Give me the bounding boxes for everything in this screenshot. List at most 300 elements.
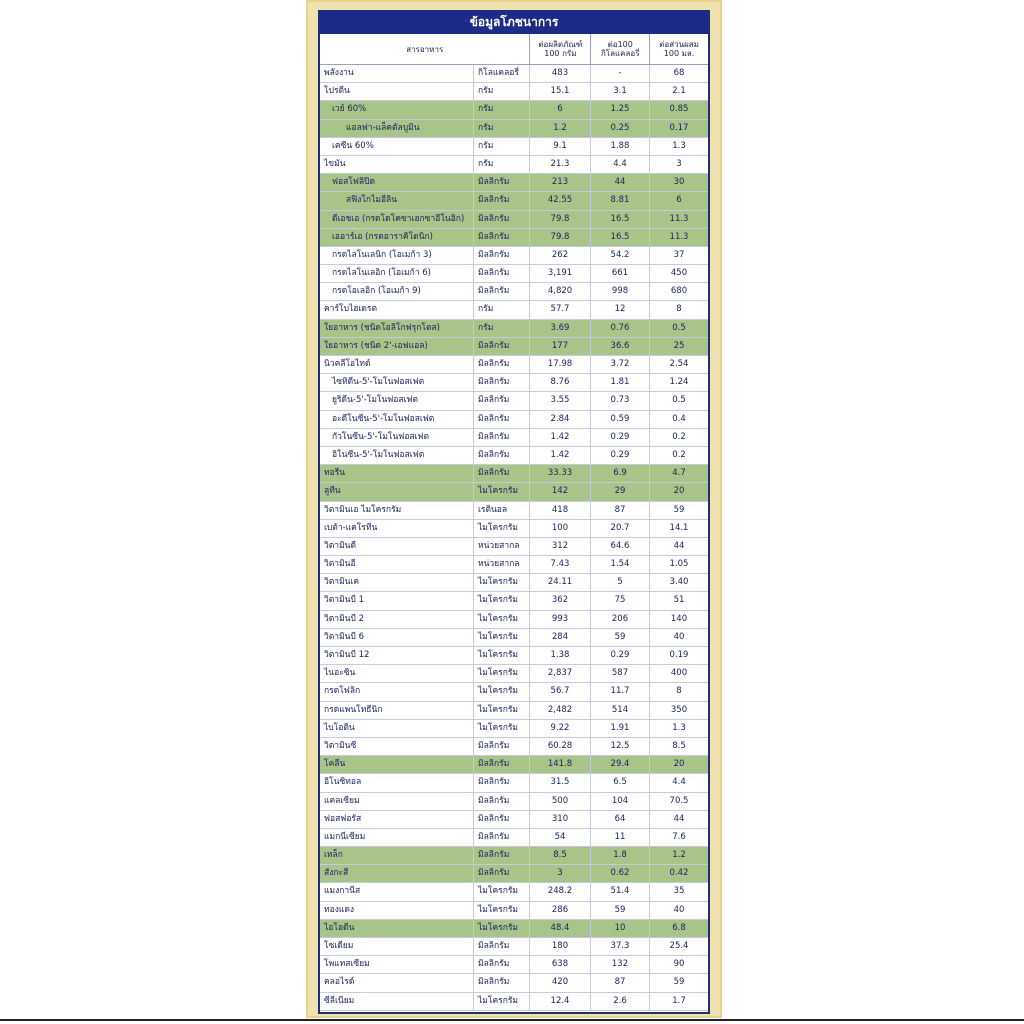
value-per-100g: 8.5	[530, 847, 591, 864]
value-per-100kcal: 1.81	[591, 374, 650, 391]
value-per-100ml: 0.5	[672, 322, 686, 333]
table-row	[320, 429, 708, 447]
value-per-100g: 362	[530, 592, 591, 609]
table-row	[320, 938, 708, 956]
header-per-100kcal: ต่อ100 กิโลแคลอรี่	[591, 34, 650, 64]
nutrient-name: ดีเอชเอ (กรดโดโคซาเฮกซาอีโนอิก)	[320, 211, 474, 228]
value-per-100g: 1.42	[530, 447, 591, 464]
value-per-100ml: 20	[673, 486, 685, 497]
value-per-100kcal: 0.29	[591, 447, 650, 464]
nutrient-unit: มิลลิกรัม	[474, 265, 530, 282]
value-per-100kcal: 132	[591, 956, 650, 973]
nutrient-unit: มิลลิกรัม	[474, 974, 530, 991]
value-per-100g: 483	[530, 65, 591, 82]
value-per-100ml: 11.3	[669, 213, 689, 224]
value-per-100g: 15.1	[530, 83, 591, 100]
value-per-100ml: 7.6	[672, 831, 686, 842]
nutrient-unit: กรัม	[474, 101, 530, 118]
value-per-100ml: 70.5	[669, 795, 689, 806]
value-per-100g: 248.2	[530, 883, 591, 900]
value-per-100g: 262	[530, 247, 591, 264]
nutrient-unit: มิลลิกรัม	[474, 411, 530, 428]
nutrient-name: ไบโอติน	[320, 720, 474, 737]
value-per-100g: 3,191	[530, 265, 591, 282]
value-per-100kcal: -	[591, 65, 650, 82]
nutrient-name: วิตามินดี	[320, 538, 474, 555]
nutrient-name: นิวคลีโอไทด์	[320, 356, 474, 373]
table-row	[320, 265, 708, 283]
value-per-100ml: 0.4	[672, 413, 686, 424]
table-row	[320, 101, 708, 119]
table-row	[320, 993, 708, 1011]
value-per-100g: 54	[530, 829, 591, 846]
value-per-100kcal: 0.62	[591, 865, 650, 882]
value-per-100g: 177	[530, 338, 591, 355]
value-per-100g: 48.4	[530, 920, 591, 937]
nutrient-unit: กรัม	[474, 83, 530, 100]
table-row	[320, 392, 708, 410]
value-per-100ml: 40	[673, 631, 685, 642]
table-row	[320, 483, 708, 501]
value-per-100kcal: 6.9	[591, 465, 650, 482]
table-row	[320, 738, 708, 756]
nutrient-unit: ไมโครกรัม	[474, 611, 530, 628]
table-row	[320, 883, 708, 901]
nutrient-name: เออาร์เอ (กรดอาราคิโดนิก)	[320, 229, 474, 246]
value-per-100g: 638	[530, 956, 591, 973]
value-per-100g: 1.42	[530, 429, 591, 446]
table-row	[320, 665, 708, 683]
table-row	[320, 774, 708, 792]
nutrient-name: วิตามินบี 6	[320, 629, 474, 646]
nutrient-unit: เรตินอล	[474, 502, 530, 519]
table-row	[320, 447, 708, 465]
value-per-100ml: 37	[673, 249, 685, 260]
value-per-100g: 9.1	[530, 138, 591, 155]
value-per-100ml: 20	[673, 759, 685, 770]
value-per-100kcal: 1.8	[591, 847, 650, 864]
value-per-100ml: 11.3	[669, 231, 689, 242]
nutrient-unit: มิลลิกรัม	[474, 174, 530, 191]
value-per-100g: 180	[530, 938, 591, 955]
value-per-100g: 57.7	[530, 301, 591, 318]
nutrient-name: เบต้า-แคโรทีน	[320, 520, 474, 537]
value-per-100kcal: 75	[591, 592, 650, 609]
value-per-100kcal: 3.1	[591, 83, 650, 100]
nutrient-name: แมกนีเซียม	[320, 829, 474, 846]
nutrient-name: ใยอาหาร (ชนิดโอลิโกฟรุกโตส)	[320, 320, 474, 337]
value-per-100kcal: 514	[591, 702, 650, 719]
nutrient-unit: ไมโครกรัม	[474, 629, 530, 646]
value-per-100g: 9.22	[530, 720, 591, 737]
table-title: ข้อมูลโภชนาการ	[320, 10, 708, 34]
table-row	[320, 301, 708, 319]
nutrient-name: กรดไลโนเลอิก (โอเมก้า 6)	[320, 265, 474, 282]
nutrient-unit: ไมโครกรัม	[474, 902, 530, 919]
value-per-100g: 7.43	[530, 556, 591, 573]
table-row	[320, 65, 708, 83]
nutrient-name: วิตามินบี 2	[320, 611, 474, 628]
nutrient-unit: มิลลิกรัม	[474, 283, 530, 300]
table-row	[320, 411, 708, 429]
value-per-100g: 142	[530, 483, 591, 500]
value-per-100ml: 0.17	[669, 122, 689, 133]
value-per-100kcal: 1.25	[591, 101, 650, 118]
value-per-100kcal: 0.73	[591, 392, 650, 409]
nutrient-name: อิโนซิทอล	[320, 774, 474, 791]
value-per-100kcal: 87	[591, 502, 650, 519]
value-per-100g: 8.76	[530, 374, 591, 391]
value-per-100ml: 25.4	[669, 941, 689, 951]
nutrient-name: กรดไลโนเลนิก (โอเมก้า 3)	[320, 247, 474, 264]
value-per-100ml: 8	[676, 304, 682, 315]
nutrient-unit: ไมโครกรัม	[474, 665, 530, 682]
value-per-100kcal: 11.7	[591, 683, 650, 700]
table-row	[320, 902, 708, 920]
nutrient-name: ฟอสโฟลิปิด	[320, 174, 474, 191]
nutrient-unit: มิลลิกรัม	[474, 756, 530, 773]
nutrient-unit: มิลลิกรัม	[474, 774, 530, 791]
value-per-100g: 286	[530, 902, 591, 919]
nutrient-name: อะดีโนซีน-5'-โมโนฟอสเฟต	[320, 411, 474, 428]
value-per-100kcal: 16.5	[591, 229, 650, 246]
nutrient-unit: กรัม	[474, 301, 530, 318]
nutrient-unit: ไมโครกรัม	[474, 993, 530, 1010]
value-per-100g: 3	[530, 865, 591, 882]
nutrient-unit: มิลลิกรัม	[474, 811, 530, 828]
nutrient-name: กรดโฟลิก	[320, 683, 474, 700]
value-per-100g: 2.84	[530, 411, 591, 428]
value-per-100kcal: 12.5	[591, 738, 650, 755]
value-per-100g: 42.55	[530, 192, 591, 209]
value-per-100ml: 2.1	[672, 86, 686, 97]
value-per-100g: 79.8	[530, 229, 591, 246]
table-row	[320, 611, 708, 629]
value-per-100ml: 14.1	[669, 522, 689, 533]
value-per-100g: 1.38	[530, 647, 591, 664]
nutrient-unit: ไมโครกรัม	[474, 883, 530, 900]
value-per-100kcal: 5	[591, 574, 650, 591]
value-per-100ml: 44	[673, 540, 685, 551]
nutrient-name: กรดโอเลอิก (โอเมก้า 9)	[320, 283, 474, 300]
table-row	[320, 174, 708, 192]
value-per-100kcal: 6.5	[591, 774, 650, 791]
value-per-100kcal: 0.29	[591, 647, 650, 664]
table-row	[320, 247, 708, 265]
table-row	[320, 338, 708, 356]
nutrition-table	[318, 10, 710, 1014]
table-row	[320, 829, 708, 847]
value-per-100ml: 51	[673, 595, 685, 606]
nutrient-name: แอลฟา-แล็คตัลบูมิน	[320, 120, 474, 137]
value-per-100g: 100	[530, 520, 591, 537]
nutrient-name: โคลีน	[320, 756, 474, 773]
nutrient-unit: ไมโครกรัม	[474, 683, 530, 700]
value-per-100kcal: 20.7	[591, 520, 650, 537]
value-per-100kcal: 44	[591, 174, 650, 191]
nutrient-name: สังกะสี	[320, 865, 474, 882]
nutrient-name: ไซทิดีน-5'-โมโนฟอสเฟต	[320, 374, 474, 391]
value-per-100g: 213	[530, 174, 591, 191]
value-per-100g: 3.55	[530, 392, 591, 409]
value-per-100ml: 450	[670, 268, 688, 279]
nutrient-name: กรดแพนโทธีนิก	[320, 702, 474, 719]
nutrient-name: คาร์โบไฮเดรต	[320, 301, 474, 318]
value-per-100g: 312	[530, 538, 591, 555]
table-row	[320, 974, 708, 992]
value-per-100kcal: 998	[591, 283, 650, 300]
value-per-100kcal: 206	[591, 611, 650, 628]
nutrient-unit: มิลลิกรัม	[474, 447, 530, 464]
value-per-100g: 6	[530, 101, 591, 118]
value-per-100kcal: 59	[591, 902, 650, 919]
value-per-100ml: 350	[670, 704, 688, 715]
value-per-100g: 3.69	[530, 320, 591, 337]
nutrient-name: โซเดียม	[320, 938, 474, 955]
nutrient-name: วิตามินซี	[320, 738, 474, 755]
value-per-100g: 21.3	[530, 156, 591, 173]
value-per-100kcal: 0.76	[591, 320, 650, 337]
table-row	[320, 138, 708, 156]
value-per-100g: 79.8	[530, 211, 591, 228]
nutrient-name: ซีลีเนียม	[320, 993, 474, 1010]
nutrient-name: เหล็ก	[320, 847, 474, 864]
value-per-100kcal: 0.59	[591, 411, 650, 428]
nutrient-unit: มิลลิกรัม	[474, 429, 530, 446]
nutrient-name: ไนอะซิน	[320, 665, 474, 682]
value-per-100kcal: 64	[591, 811, 650, 828]
nutrient-name: โปรตีน	[320, 83, 474, 100]
nutrient-unit: ไมโครกรัม	[474, 592, 530, 609]
table-header	[320, 34, 708, 65]
nutrient-unit: มิลลิกรัม	[474, 392, 530, 409]
table-row	[320, 556, 708, 574]
value-per-100g: 31.5	[530, 774, 591, 791]
nutrient-name: แคลเซียม	[320, 793, 474, 810]
nutrient-name: เคซีน 60%	[320, 138, 474, 155]
nutrient-unit: กรัม	[474, 120, 530, 137]
value-per-100ml: 1.24	[669, 377, 689, 388]
value-per-100kcal: 29	[591, 483, 650, 500]
value-per-100g: 4,820	[530, 283, 591, 300]
value-per-100g: 500	[530, 793, 591, 810]
table-row	[320, 520, 708, 538]
nutrient-name: ลูทีน	[320, 483, 474, 500]
value-per-100g: 12.4	[530, 993, 591, 1010]
nutrient-name: ไขมัน	[320, 156, 474, 173]
value-per-100ml: 1.2	[672, 850, 686, 861]
table-row	[320, 83, 708, 101]
nutrient-unit: มิลลิกรัม	[474, 192, 530, 209]
nutrient-name: ทอรีน	[320, 465, 474, 482]
value-per-100g: 2,482	[530, 702, 591, 719]
value-per-100kcal: 587	[591, 665, 650, 682]
value-per-100ml: 30	[673, 177, 685, 188]
table-row	[320, 847, 708, 865]
value-per-100ml: 68	[673, 68, 685, 78]
nutrient-name: แมงกานีส	[320, 883, 474, 900]
table-row	[320, 465, 708, 483]
table-row	[320, 920, 708, 938]
value-per-100g: 993	[530, 611, 591, 628]
nutrient-name: คลอไรด์	[320, 974, 474, 991]
value-per-100g: 2,837	[530, 665, 591, 682]
value-per-100ml: 1.7	[672, 995, 686, 1006]
value-per-100kcal: 2.6	[591, 993, 650, 1010]
nutrient-unit: มิลลิกรัม	[474, 465, 530, 482]
value-per-100ml: 2.54	[669, 359, 689, 369]
value-per-100g: 1.2	[530, 120, 591, 137]
value-per-100g: 24.11	[530, 574, 591, 591]
bottom-divider	[0, 1019, 1024, 1021]
table-row	[320, 502, 708, 520]
nutrient-unit: มิลลิกรัม	[474, 738, 530, 755]
value-per-100kcal: 4.4	[591, 156, 650, 173]
nutrient-name: วิตามินเค	[320, 574, 474, 591]
table-row	[320, 192, 708, 210]
value-per-100kcal: 10	[591, 920, 650, 937]
value-per-100ml: 140	[670, 613, 688, 624]
value-per-100ml: 35	[673, 886, 685, 897]
nutrient-unit: ไมโครกรัม	[474, 483, 530, 500]
value-per-100ml: 40	[673, 904, 685, 915]
value-per-100ml: 8	[676, 686, 682, 697]
nutrient-name: ยูริดีน-5'-โมโนฟอสเฟต	[320, 392, 474, 409]
nutrient-unit: ไมโครกรัม	[474, 702, 530, 719]
table-row	[320, 229, 708, 247]
value-per-100ml: 25	[673, 340, 685, 351]
table-row	[320, 793, 708, 811]
table-row	[320, 592, 708, 610]
value-per-100g: 418	[530, 502, 591, 519]
value-per-100kcal: 1.88	[591, 138, 650, 155]
value-per-100kcal: 1.91	[591, 720, 650, 737]
nutrient-unit: มิลลิกรัม	[474, 211, 530, 228]
nutrient-name: ใยอาหาร (ชนิด 2'-เอฟแอล)	[320, 338, 474, 355]
value-per-100ml: 0.19	[669, 650, 689, 660]
nutrient-unit: มิลลิกรัม	[474, 847, 530, 864]
header-per-100ml: ต่อส่วนผสม 100 มล.	[659, 40, 699, 58]
value-per-100ml: 1.3	[672, 140, 686, 151]
nutrient-unit: ไมโครกรัม	[474, 920, 530, 937]
value-per-100kcal: 36.6	[591, 338, 650, 355]
value-per-100kcal: 64.6	[591, 538, 650, 555]
table-row	[320, 356, 708, 374]
value-per-100kcal: 12	[591, 301, 650, 318]
value-per-100ml: 0.5	[672, 395, 686, 406]
value-per-100ml: 4.7	[672, 468, 686, 479]
table-row	[320, 283, 708, 301]
value-per-100kcal: 11	[591, 829, 650, 846]
nutrient-unit: กรัม	[474, 156, 530, 173]
table-row	[320, 956, 708, 974]
nutrient-unit: มิลลิกรัม	[474, 829, 530, 846]
value-per-100kcal: 104	[591, 793, 650, 810]
table-row	[320, 574, 708, 592]
nutrient-name: กัวโนซีน-5'-โมโนฟอสเฟต	[320, 429, 474, 446]
nutrition-label-panel	[306, 0, 722, 1018]
value-per-100g: 420	[530, 974, 591, 991]
nutrient-unit: หน่วยสากล	[474, 538, 530, 555]
value-per-100kcal: 51.4	[591, 883, 650, 900]
nutrient-name: วิตามินบี 1	[320, 592, 474, 609]
value-per-100ml: 6.8	[672, 922, 686, 933]
value-per-100ml: 90	[673, 959, 685, 970]
table-row	[320, 702, 708, 720]
nutrient-unit: มิลลิกรัม	[474, 338, 530, 355]
value-per-100g: 33.33	[530, 465, 591, 482]
table-row	[320, 811, 708, 829]
value-per-100ml: 8.5	[672, 740, 686, 751]
table-row	[320, 374, 708, 392]
value-per-100ml: 3	[676, 158, 682, 169]
table-row	[320, 320, 708, 338]
table-row	[320, 756, 708, 774]
value-per-100ml: 59	[673, 504, 685, 515]
value-per-100ml: 0.85	[669, 104, 689, 115]
nutrient-unit: หน่วยสากล	[474, 556, 530, 573]
nutrient-name: อิโนซีน-5'-โมโนฟอสเฟต	[320, 447, 474, 464]
value-per-100kcal: 59	[591, 629, 650, 646]
nutrient-unit: มิลลิกรัม	[474, 956, 530, 973]
value-per-100kcal: 16.5	[591, 211, 650, 228]
nutrient-unit: ไมโครกรัม	[474, 574, 530, 591]
nutrient-name: วิตามินอี	[320, 556, 474, 573]
value-per-100ml: 6	[676, 195, 682, 206]
nutrient-unit: มิลลิกรัม	[474, 938, 530, 955]
nutrient-name: ทองแดง	[320, 902, 474, 919]
value-per-100g: 56.7	[530, 683, 591, 700]
nutrient-unit: มิลลิกรัม	[474, 229, 530, 246]
value-per-100ml: 0.2	[672, 431, 686, 442]
value-per-100kcal: 37.3	[591, 938, 650, 955]
nutrient-name: พลังงาน	[320, 65, 474, 82]
value-per-100ml: 1.3	[672, 722, 686, 733]
value-per-100ml: 0.2	[672, 449, 686, 460]
value-per-100ml: 4.4	[672, 777, 686, 788]
nutrient-name: วิตามินบี 12	[320, 647, 474, 664]
nutrient-unit: มิลลิกรัม	[474, 356, 530, 373]
table-row	[320, 156, 708, 174]
nutrient-unit: ไมโครกรัม	[474, 520, 530, 537]
nutrient-name: สฟิงโกไมอีลิน	[320, 192, 474, 209]
nutrient-unit: กรัม	[474, 138, 530, 155]
value-per-100ml: 400	[670, 668, 688, 679]
value-per-100kcal: 8.81	[591, 192, 650, 209]
value-per-100kcal: 0.29	[591, 429, 650, 446]
value-per-100ml: 680	[670, 286, 688, 297]
nutrient-unit: ไมโครกรัม	[474, 647, 530, 664]
nutrient-name: ฟอสฟอรัส	[320, 811, 474, 828]
value-per-100kcal: 1.54	[591, 556, 650, 573]
table-body	[320, 65, 708, 1011]
value-per-100kcal: 661	[591, 265, 650, 282]
nutrient-name: วิตามินเอ ไมโครกรัม	[320, 502, 474, 519]
value-per-100g: 60.28	[530, 738, 591, 755]
value-per-100ml: 1.05	[669, 559, 689, 570]
table-row	[320, 538, 708, 556]
value-per-100kcal: 54.2	[591, 247, 650, 264]
value-per-100g: 284	[530, 629, 591, 646]
nutrient-unit: กิโลแคลอรี่	[474, 65, 530, 82]
table-row	[320, 865, 708, 883]
nutrient-unit: ไมโครกรัม	[474, 720, 530, 737]
value-per-100kcal: 3.72	[591, 356, 650, 373]
table-row	[320, 120, 708, 138]
value-per-100kcal: 87	[591, 974, 650, 991]
value-per-100g: 17.98	[530, 356, 591, 373]
nutrient-unit: มิลลิกรัม	[474, 793, 530, 810]
